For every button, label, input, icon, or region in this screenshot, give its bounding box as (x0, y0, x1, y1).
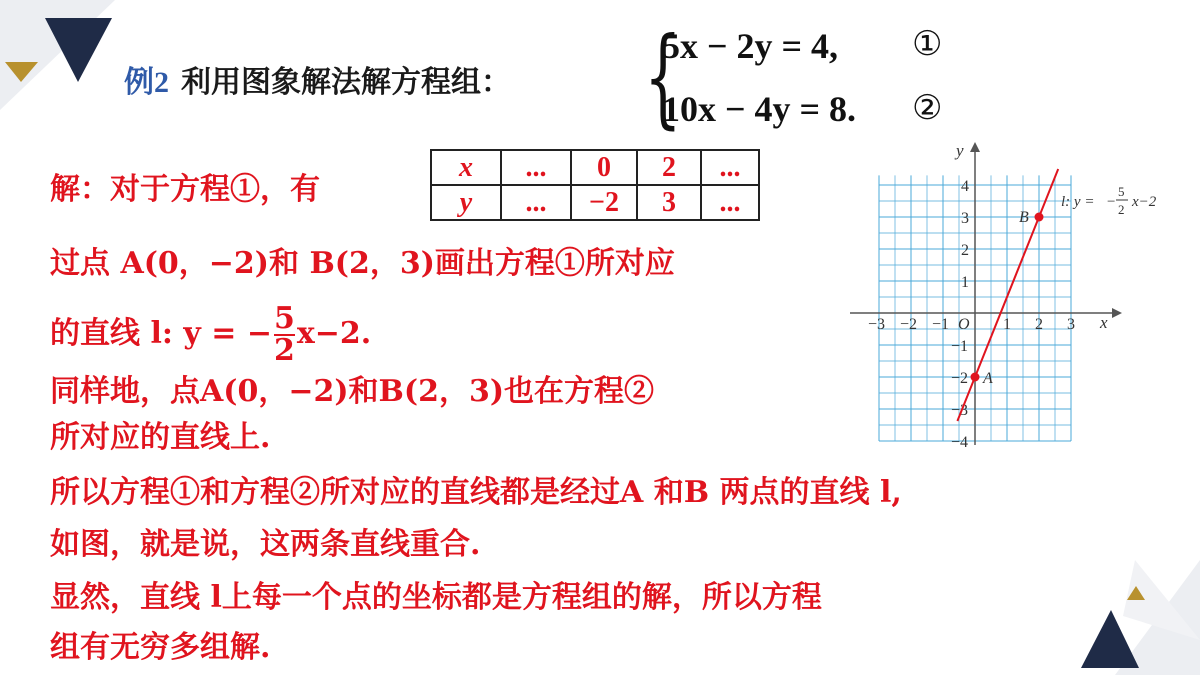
example-number: 例2 (124, 66, 169, 99)
x-tick-label: −3 (868, 316, 886, 333)
line-l (957, 169, 1058, 421)
text-line-4: 所对应的直线上. (50, 420, 271, 455)
example-title (124, 57, 511, 101)
x-tick-label: −2 (900, 316, 918, 333)
y-tick-label: 2 (961, 242, 969, 259)
y-tick-label: −4 (951, 434, 969, 450)
coordinate-graph (850, 140, 1180, 450)
point-b (1035, 213, 1044, 222)
text-line-6: 如图，就是说，这两条直线重合. (50, 527, 481, 562)
example-text: 利用图象解法解方程组： (181, 65, 511, 100)
y-tick-labels (951, 178, 969, 450)
y-tick-label: −1 (951, 338, 969, 355)
table-cell: 3 (637, 185, 701, 220)
axes (850, 141, 1122, 445)
line-def-y: y = − (183, 316, 272, 351)
svg-text:x−2: x−2 (1132, 194, 1157, 210)
y-tick-label: −2 (951, 370, 969, 387)
table-row (431, 185, 759, 220)
y-tick-label: −3 (951, 402, 969, 419)
table-cell: 0 (571, 150, 637, 185)
equation-2: 10x − 4y = 8. (662, 89, 857, 129)
x-tick-label: −1 (932, 316, 950, 333)
line-equation-label (1061, 184, 1157, 217)
x-axis-label: x (1100, 313, 1108, 332)
equation-2-marker: ② (912, 88, 943, 128)
top-left-decoration (0, 0, 130, 120)
table-row (431, 150, 759, 185)
table-cell: ... (501, 185, 571, 220)
equation-1-marker: ① (912, 24, 943, 64)
point-a (971, 373, 980, 382)
text-line-5: 所以方程①和方程②所对应的直线都是经过A 和B 两点的直线 l, (50, 475, 902, 510)
point-b-label: B (1019, 209, 1029, 226)
table-cell: x (431, 150, 501, 185)
text-line-1: 过点 A(0，−2)和 B(2，3)画出方程①所对应 (50, 246, 675, 281)
table-cell: 2 (637, 150, 701, 185)
system-brace: { (644, 15, 682, 140)
svg-text:5: 5 (1118, 184, 1125, 199)
bottom-right-decoration (1075, 560, 1200, 675)
y-tick-label: 1 (961, 274, 969, 291)
y-tick-label: 4 (961, 178, 969, 195)
x-tick-labels (868, 316, 1075, 333)
table-cell: y (431, 185, 501, 220)
table-cell: ... (501, 150, 571, 185)
line-def-prefix: 的直线 l: (50, 316, 173, 351)
x-tick-label: 1 (1003, 316, 1011, 333)
origin-label: O (958, 316, 970, 333)
svg-text:2: 2 (1118, 202, 1125, 217)
svg-text:l: y =: l: y = (1061, 194, 1095, 210)
line-def-suffix: x−2. (296, 316, 372, 351)
equation-1: 5x − 2y = 4, (662, 26, 839, 66)
y-axis-label: y (956, 141, 964, 160)
x-tick-label: 3 (1067, 316, 1075, 333)
table-cell: ... (701, 150, 759, 185)
svg-text:−: − (1107, 194, 1116, 210)
line-def-fraction: $\frac{5}{2}$ (273, 301, 295, 368)
point-a-label: A (983, 370, 993, 387)
table-cell: ... (701, 185, 759, 220)
value-table (430, 149, 760, 221)
x-tick-label: 2 (1035, 316, 1043, 333)
table-cell: −2 (571, 185, 637, 220)
text-line-7: 显然，直线 l上每一个点的坐标都是方程组的解，所以方程 (50, 580, 822, 615)
text-line-3: 同样地，点A(0，−2)和B(2，3)也在方程② (50, 374, 655, 409)
solution-intro: 解：对于方程①，有 (50, 172, 320, 207)
text-line-2 (50, 301, 372, 368)
text-line-8: 组有无穷多组解. (50, 630, 271, 665)
y-tick-label: 3 (961, 210, 969, 227)
